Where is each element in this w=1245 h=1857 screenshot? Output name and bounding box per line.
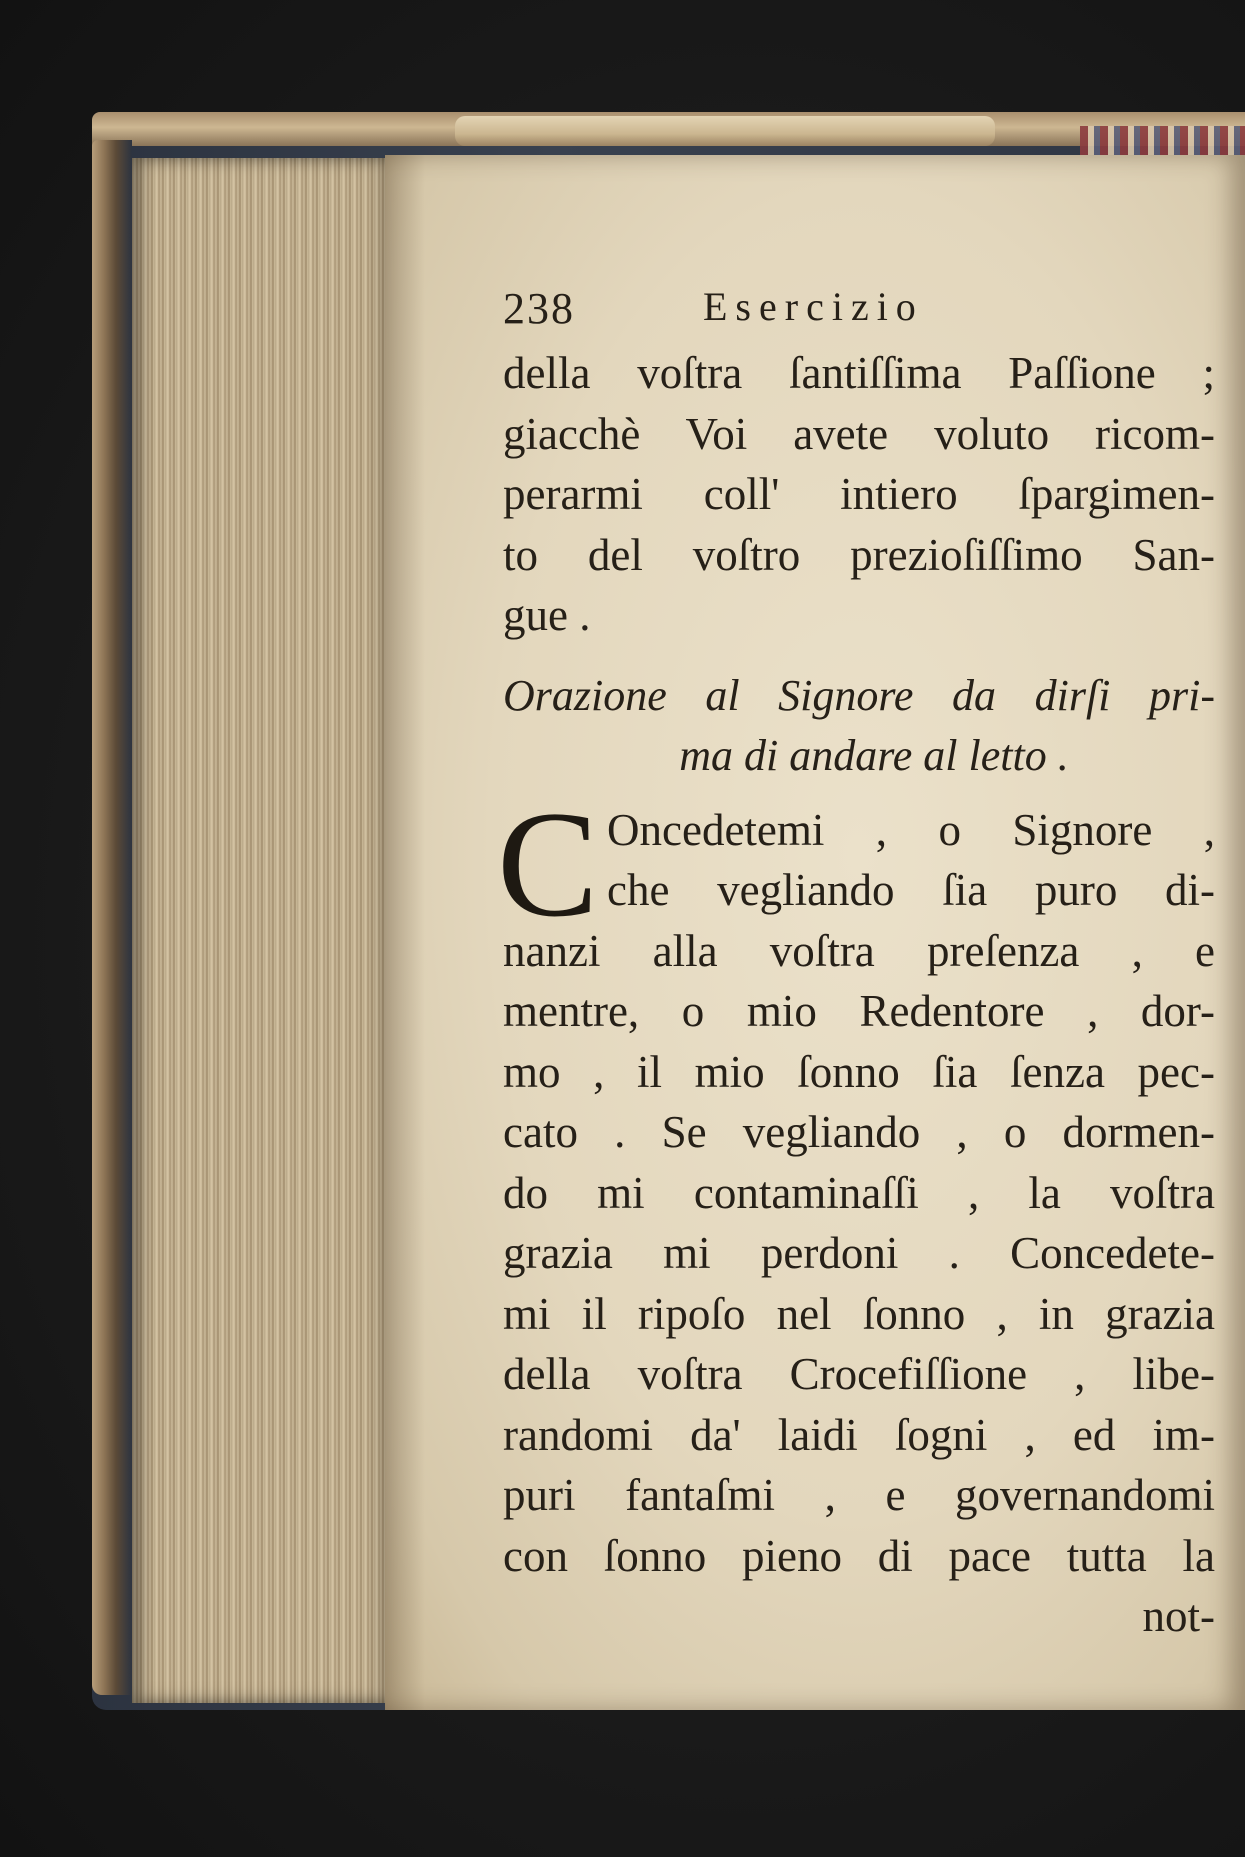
page-number: 238 xyxy=(503,284,575,333)
text-line: cato . Se vegliando , o dormen- xyxy=(503,1107,1215,1157)
running-head: Esercizio xyxy=(703,284,924,329)
body-paragraph xyxy=(503,343,1215,646)
book-page xyxy=(385,155,1245,1710)
text-line: mi il ripoſo nel ſonno , in grazia xyxy=(503,1288,1215,1339)
text-line: randomi da' laidi ſogni , ed im- xyxy=(503,1409,1215,1460)
heading-line: Orazione al Signore da dirſi pri- xyxy=(503,670,1215,720)
text-line: con ſonno pieno di pace tutta la xyxy=(503,1530,1215,1581)
text-block xyxy=(497,283,1215,1647)
prayer-paragraph xyxy=(497,779,1215,1647)
text-line: gue . xyxy=(503,590,591,640)
cover-left-edge xyxy=(92,140,132,1695)
catchword: not- xyxy=(1142,1591,1215,1641)
binding-tab xyxy=(455,116,995,146)
text-line: nanzi alla voſtra preſenza , e xyxy=(503,925,1215,976)
text-line: do mi contaminaſſi , la voſtra xyxy=(503,1167,1215,1218)
text-line: grazia mi perdoni . Concedete- xyxy=(503,1228,1215,1278)
text-line: puri fantaſmi , e governandomi xyxy=(503,1470,1215,1520)
text-line: Oncedetemi , o Signore , xyxy=(607,804,1215,855)
text-line: della voſtra ſantiſſima Paſſione ; xyxy=(503,348,1215,398)
text-line: to del voſtro prezioſiſſimo San- xyxy=(503,529,1215,580)
text-line: giacchè Voi avete voluto ricom- xyxy=(503,408,1215,459)
text-line: della voſtra Crocefiſſione , libe- xyxy=(503,1349,1215,1399)
page-edges xyxy=(132,158,392,1703)
text-line: mo , il mio ſonno ſia ſenza pec- xyxy=(503,1046,1215,1097)
page-header xyxy=(503,283,1215,343)
drop-cap: C xyxy=(497,779,599,948)
heading-line: ma di andare al letto . xyxy=(679,730,1069,780)
text-line: perarmi coll' intiero ſpargimen- xyxy=(503,469,1215,519)
text-line: mentre, o mio Redentore , dor- xyxy=(503,986,1215,1036)
section-heading xyxy=(503,666,1215,786)
text-line: che vegliando ſia puro di- xyxy=(607,865,1215,915)
